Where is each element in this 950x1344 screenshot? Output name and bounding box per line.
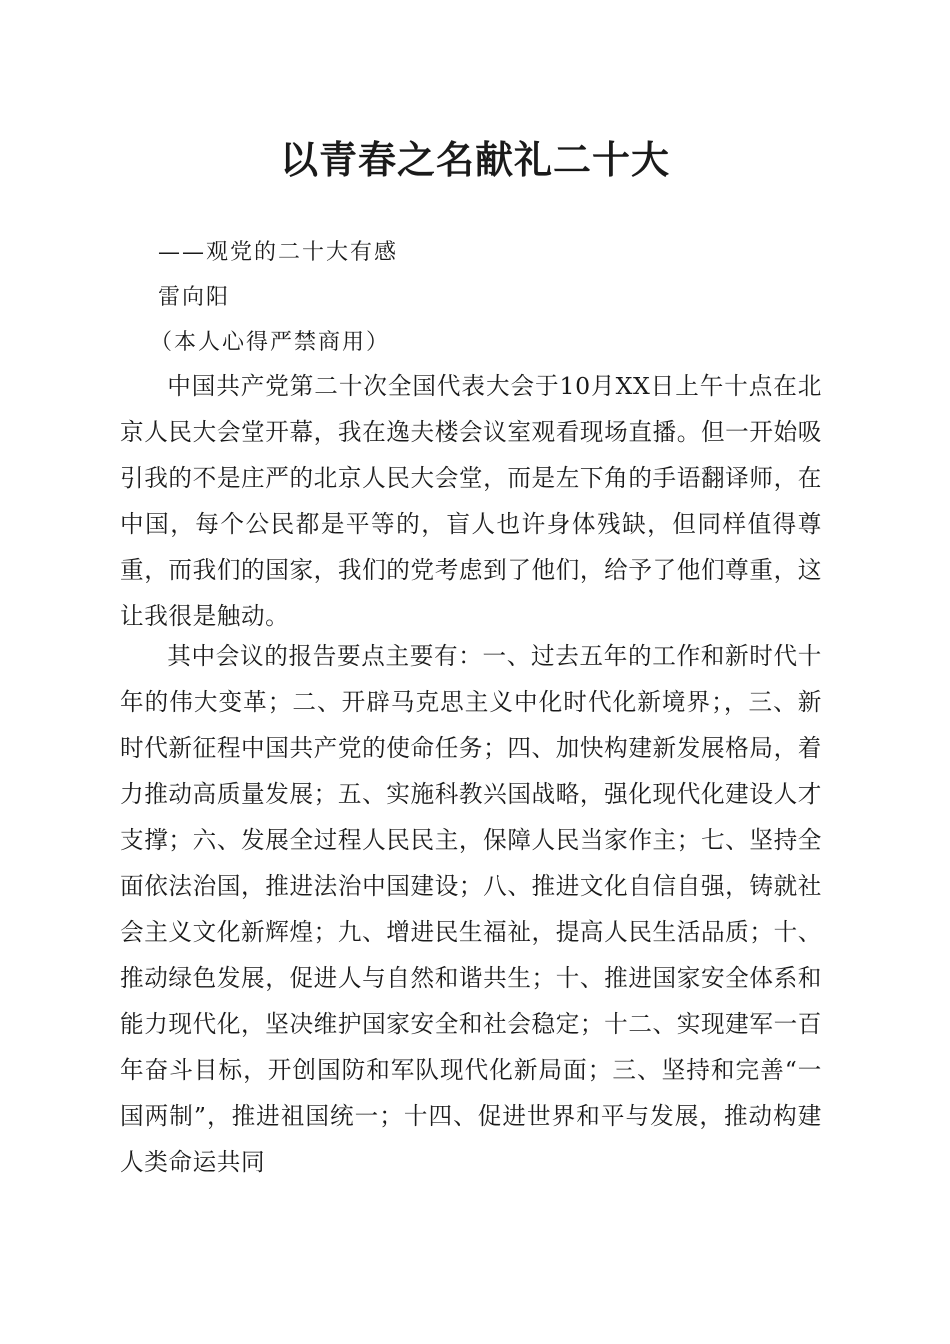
body-paragraph: 其中会议的报告要点主要有：一、过去五年的工作和新时代十年的伟大变革；二、开辟马克思主义中化时代化新境界；，三、新时代新征程中国共产党的使命任务；四、加快构建新发展格局，着力推动高质量发展；五、实施科教兴国战略，强化现代化建设人才支撑；六、发展全过程人民民主，保障人民当家作主；七、坚持全面依法治国，推进法治中国建设；八、推进文化自信自强，铸就社会主义文化新辉煌；九、增进民生福祉，提高人民生活品质；十、推动绿色发展，促进人与自然和谐共生；十、推进国家安全体系和能力现代化，坚决维护国家安全和社会稳定；十二、实现建军一百年奋斗目标，开创国防和军队现代化新局面；三、坚持和完善“一国两制”，推进祖国统一；十四、促进世界和平与发展，推动构建人类命运共同 — [120, 642, 822, 1176]
document-title: 以青春之名献礼二十大 — [279, 137, 670, 182]
document-subtitle: ——观党的二十大有感 — [158, 240, 399, 265]
body-paragraph-2-container — [120, 633, 822, 1185]
body-paragraph: 中国共产党第二十次全国代表大会于10月XX日上午十点在北京人民大会堂开幕，我在逸夫楼会议室观看现场直播。但一开始吸引我的不是庄严的北京人民大会堂，而是左下角的手语翻译师，在中国，每个公民都是平等的，盲人也许身体残缺，但同样值得尊重，而我们的国家，我们的党考虑到了他们，给予了他们尊重，这让我很是触动。 — [120, 372, 822, 630]
usage-note: （本人心得严禁商用） — [150, 330, 391, 355]
body-paragraph-1-container — [120, 363, 822, 639]
author-name: 雷向阳 — [158, 285, 231, 310]
